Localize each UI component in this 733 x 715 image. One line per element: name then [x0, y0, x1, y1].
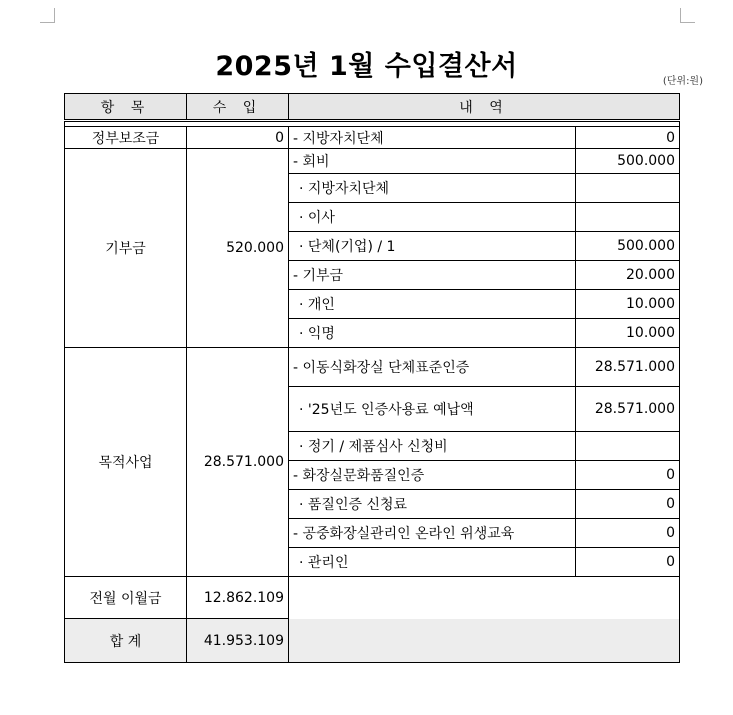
carryover-row — [65, 577, 680, 619]
category-cell: 기부금 — [65, 149, 187, 348]
header-income: 수 입 — [187, 94, 289, 121]
settlement-table — [64, 93, 680, 663]
detail-description: - 화장실문화품질인증 — [289, 461, 576, 490]
detail-description: · 개인 — [289, 290, 576, 319]
header-item: 항 목 — [65, 94, 187, 121]
table-row — [65, 149, 680, 174]
unit-note: (단위:원) — [662, 76, 703, 87]
table-row — [65, 127, 680, 149]
detail-value — [576, 174, 680, 203]
detail-description: · 지방자치단체 — [289, 174, 576, 203]
corner-mark-left — [40, 8, 55, 23]
total-row — [65, 619, 680, 663]
carryover-label: 전월 이월금 — [65, 577, 187, 619]
category-cell: 목적사업 — [65, 348, 187, 577]
detail-description: - 이동식화장실 단체표준인증 — [289, 348, 576, 387]
detail-value — [576, 203, 680, 232]
total-detail-blank — [289, 619, 680, 663]
detail-description: - 지방자치단체 — [289, 127, 576, 149]
detail-value: 0 — [576, 461, 680, 490]
income-cell: 0 — [187, 127, 289, 149]
table-row — [65, 348, 680, 387]
detail-description: - 공중화장실관리인 온라인 위생교육 — [289, 519, 576, 548]
corner-mark-right — [680, 8, 695, 23]
detail-value: 500.000 — [576, 232, 680, 261]
income-cell: 28.571.000 — [187, 348, 289, 577]
detail-description: · 이사 — [289, 203, 576, 232]
carryover-amount: 12.862.109 — [187, 577, 289, 619]
detail-description: · 단체(기업) / 1 — [289, 232, 576, 261]
document-title: 2025년 1월 수입결산서 — [215, 51, 518, 82]
detail-value: 10.000 — [576, 290, 680, 319]
detail-description: · 익명 — [289, 319, 576, 348]
detail-value: 28.571.000 — [576, 387, 680, 432]
income-cell: 520.000 — [187, 149, 289, 348]
detail-value: 10.000 — [576, 319, 680, 348]
detail-description: · 품질인증 신청료 — [289, 490, 576, 519]
detail-value: 0 — [576, 490, 680, 519]
total-amount: 41.953.109 — [187, 619, 289, 663]
total-label: 합 계 — [65, 619, 187, 663]
detail-value — [576, 432, 680, 461]
detail-value: 500.000 — [576, 149, 680, 174]
detail-description: · 관리인 — [289, 548, 576, 577]
detail-description: - 회비 — [289, 149, 576, 174]
detail-value: 20.000 — [576, 261, 680, 290]
table-header-row — [65, 94, 680, 121]
category-cell: 정부보조금 — [65, 127, 187, 149]
detail-value: 28.571.000 — [576, 348, 680, 387]
detail-value: 0 — [576, 519, 680, 548]
detail-value: 0 — [576, 127, 680, 149]
header-detail: 내 역 — [289, 94, 680, 121]
detail-value: 0 — [576, 548, 680, 577]
detail-description: - 기부금 — [289, 261, 576, 290]
detail-description: · 정기 / 제품심사 신청비 — [289, 432, 576, 461]
carryover-detail-blank — [289, 577, 680, 619]
detail-description: · '25년도 인증사용료 예납액 — [289, 387, 576, 432]
